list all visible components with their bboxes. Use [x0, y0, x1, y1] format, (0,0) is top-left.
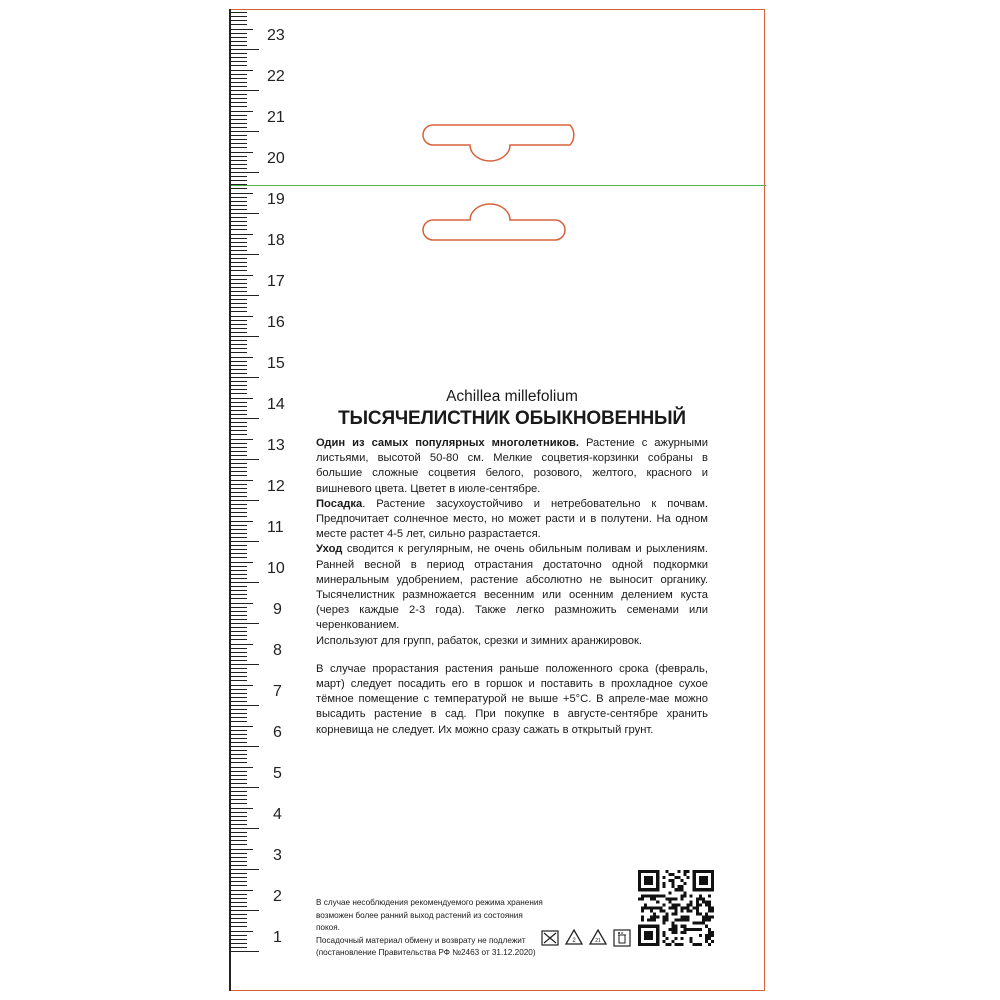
ruler-tick	[231, 922, 247, 923]
ruler-tick	[231, 78, 247, 79]
ruler-tick	[231, 844, 247, 845]
ruler-tick	[231, 156, 247, 157]
ruler-tick	[231, 611, 247, 612]
ruler-number: 20	[267, 150, 285, 167]
ruler-number: 17	[267, 273, 285, 290]
ruler-number: 6	[273, 724, 282, 741]
storage-note	[316, 897, 546, 960]
ruler-tick	[231, 197, 247, 198]
ruler-tick	[231, 172, 259, 173]
ruler-tick	[231, 890, 253, 891]
ruler-tick	[231, 139, 247, 140]
ruler-tick	[231, 340, 247, 341]
ruler-tick	[231, 512, 247, 513]
ruler-tick	[231, 201, 247, 202]
ruler-tick	[231, 914, 247, 915]
ruler-tick	[231, 693, 247, 694]
ruler-tick	[231, 771, 247, 772]
ruler-tick	[231, 672, 247, 673]
early-sprouting-paragraph: В случае прорастания растения раньше положенного срока (февраль, март) следует посадить его в горшок и поставить в прохладное сухое тёмное помещение с температурой не выше +5°С. В апреле-мае можно высадить растение в сад. При покупке в августе-сентябре хранить корневища не следует. Их можно сразу сажать в открытый грунт.	[316, 662, 708, 736]
qr-code-icon	[638, 870, 714, 946]
ruler-tick	[231, 352, 247, 353]
ruler-tick	[231, 885, 247, 886]
care-text: сводится к регулярным, не очень обильным поливам и рыхлениям. Ранней весной в период отрастания достаточно одной подкормки минеральным удобрением, растение абсолютно не выносит органику. Тысячелистник размножается весенним или осенним делением куста (через каждые 2-3 года). Также легко размножить семенами или черенкованием.	[316, 543, 708, 632]
ruler-tick	[231, 898, 247, 899]
planting-bold: Посадка	[316, 497, 363, 510]
ruler-tick	[231, 57, 247, 58]
ruler-tick	[231, 49, 259, 50]
ruler-tick	[231, 767, 253, 768]
ruler-tick	[231, 721, 247, 722]
ruler-tick	[231, 430, 247, 431]
ruler-tick	[231, 115, 247, 116]
svg-text:21: 21	[595, 938, 601, 944]
ruler-tick	[231, 37, 247, 38]
ruler-tick	[231, 266, 247, 267]
ruler-tick	[231, 316, 253, 317]
ruler-tick	[231, 176, 247, 177]
ruler-tick	[231, 926, 247, 927]
ruler-tick	[231, 586, 247, 587]
ruler-tick	[231, 262, 247, 263]
ruler-tick	[231, 668, 247, 669]
ruler-number: 1	[273, 929, 282, 946]
ruler-tick	[231, 471, 247, 472]
ruler-tick	[231, 188, 247, 189]
ruler-tick	[231, 726, 253, 727]
ruler-tick	[231, 906, 247, 907]
ruler-tick	[231, 320, 247, 321]
ruler-tick	[231, 861, 247, 862]
ruler-tick	[231, 246, 247, 247]
ruler-tick	[231, 779, 247, 780]
ruler-tick	[231, 598, 247, 599]
ruler-number: 15	[267, 355, 285, 372]
ruler-tick	[231, 381, 247, 382]
ruler-tick	[231, 935, 247, 936]
ruler-tick	[231, 221, 247, 222]
hang-hole-cutout	[420, 115, 590, 250]
description-block	[316, 388, 708, 738]
ruler-tick	[231, 406, 247, 407]
ruler-tick	[231, 787, 259, 788]
ruler-tick	[231, 119, 247, 120]
ruler-tick	[231, 492, 247, 493]
ruler-tick	[231, 803, 247, 804]
ruler-tick	[231, 467, 247, 468]
ruler-tick	[231, 98, 247, 99]
ruler-number: 14	[267, 396, 285, 413]
ruler-tick	[231, 705, 259, 706]
ruler-tick	[231, 574, 247, 575]
ruler-tick	[231, 299, 247, 300]
ruler-tick	[231, 168, 247, 169]
ruler-tick	[231, 500, 259, 501]
ruler-number: 22	[267, 68, 285, 85]
usage-paragraph: Используют для групп, рабаток, срезки и зимних аранжировок.	[316, 634, 643, 647]
ruler-tick	[231, 463, 247, 464]
ruler-tick	[231, 734, 247, 735]
ruler-tick	[231, 369, 247, 370]
ruler-tick	[231, 41, 247, 42]
ruler-tick	[231, 311, 247, 312]
ruler-tick	[231, 562, 253, 563]
ruler-tick	[231, 660, 247, 661]
ruler-tick	[231, 758, 247, 759]
ruler-tick	[231, 74, 247, 75]
ruler-tick	[231, 832, 247, 833]
ruler-tick	[231, 496, 247, 497]
ruler-tick	[231, 713, 247, 714]
ruler-tick	[231, 414, 247, 415]
ruler-tick	[231, 939, 247, 940]
ruler-tick	[231, 336, 259, 337]
ruler-tick	[231, 418, 259, 419]
ruler-tick	[231, 328, 247, 329]
ruler-tick	[231, 451, 247, 452]
ruler-tick	[231, 123, 247, 124]
ruler-tick	[231, 270, 247, 271]
ruler-tick	[231, 762, 247, 763]
ruler-number: 5	[273, 765, 282, 782]
ruler-tick	[231, 570, 247, 571]
ruler-tick	[231, 443, 247, 444]
ruler-tick	[231, 184, 247, 185]
ruler-tick	[231, 53, 247, 54]
ruler-tick	[231, 508, 247, 509]
ruler-tick	[231, 426, 247, 427]
ruler-tick	[231, 295, 259, 296]
ruler-tick	[231, 250, 247, 251]
ruler-tick	[231, 516, 247, 517]
storage-note-line: В случае несоблюдения рекомендуемого режима хранения	[316, 898, 543, 907]
measuring-ruler	[229, 9, 299, 991]
ruler-tick	[231, 65, 247, 66]
ruler-number: 9	[273, 601, 282, 618]
ruler-tick	[231, 205, 247, 206]
ruler-tick	[231, 676, 247, 677]
ruler-tick	[231, 849, 253, 850]
ruler-tick	[231, 447, 247, 448]
ruler-tick	[231, 480, 253, 481]
ruler-tick	[231, 623, 259, 624]
ruler-tick	[231, 385, 247, 386]
ruler-tick	[231, 234, 253, 235]
ruler-tick	[231, 717, 247, 718]
ruler-number: 13	[267, 437, 285, 454]
ruler-number: 11	[267, 519, 284, 536]
ruler-tick	[231, 566, 247, 567]
ruler-tick	[231, 106, 247, 107]
ruler-tick	[231, 607, 247, 608]
ruler-tick	[231, 504, 247, 505]
ruler-tick	[231, 143, 247, 144]
ruler-number: 18	[267, 232, 285, 249]
ruler-tick	[231, 389, 247, 390]
ruler-tick	[231, 865, 247, 866]
ruler-tick	[231, 799, 247, 800]
ruler-tick	[231, 111, 253, 112]
ruler-tick	[231, 102, 247, 103]
ruler-tick	[231, 303, 247, 304]
ruler-number: 16	[267, 314, 285, 331]
ruler-number: 23	[267, 27, 285, 44]
ruler-tick	[231, 377, 259, 378]
ruler-tick	[231, 644, 253, 645]
ruler-tick	[231, 931, 253, 932]
ruler-tick	[231, 225, 247, 226]
ruler-tick	[231, 455, 247, 456]
ruler-tick	[231, 680, 247, 681]
ruler-tick	[231, 324, 247, 325]
ruler-tick	[231, 373, 247, 374]
ruler-tick	[231, 697, 247, 698]
ruler-tick	[231, 545, 247, 546]
intro-bold: Один из самых популярных многолетников.	[316, 437, 579, 449]
ruler-tick	[231, 279, 247, 280]
ruler-tick	[231, 20, 247, 21]
ruler-tick	[231, 754, 247, 755]
ruler-tick	[231, 541, 259, 542]
ruler-tick	[231, 869, 259, 870]
ruler-tick	[231, 730, 247, 731]
ruler-tick	[231, 746, 259, 747]
ruler-tick	[231, 795, 247, 796]
ruler-tick	[231, 557, 247, 558]
ruler-number: 10	[267, 560, 285, 577]
ruler-tick	[231, 254, 259, 255]
ruler-tick	[231, 287, 247, 288]
planting-text: . Растение засухоустойчиво и нетребовательно к почвам. Предпочитает солнечное место, но может расти и в полутени. На одном месте растет 4-5 лет, сильно разрастается.	[316, 497, 708, 541]
packaging-icons	[540, 928, 632, 948]
storage-note-line: возможен более ранний выход растений из состояния покоя.	[316, 910, 523, 932]
ruler-tick	[231, 127, 247, 128]
ruler-tick	[231, 656, 247, 657]
ruler-tick	[231, 664, 259, 665]
ruler-tick	[231, 242, 247, 243]
ruler-tick	[231, 603, 253, 604]
recycle-pap-icon	[588, 928, 608, 948]
ruler-tick	[231, 82, 247, 83]
ruler-tick	[231, 258, 247, 259]
ruler-tick	[231, 627, 247, 628]
recycle-hdpe-icon	[564, 928, 584, 948]
ruler-tick	[231, 357, 253, 358]
ruler-number: 21	[267, 109, 285, 126]
ruler-tick	[231, 16, 247, 17]
ruler-tick	[231, 164, 247, 165]
ruler-tick	[231, 33, 247, 34]
ruler-tick	[231, 29, 253, 30]
ruler-number: 2	[273, 888, 282, 905]
ruler-tick	[231, 275, 253, 276]
ruler-tick	[231, 344, 247, 345]
ruler-tick	[231, 521, 253, 522]
ruler-tick	[231, 229, 247, 230]
ruler-tick	[231, 307, 247, 308]
ruler-tick	[231, 775, 247, 776]
ruler-tick	[231, 947, 247, 948]
ruler-tick	[231, 283, 247, 284]
ruler-tick	[231, 918, 247, 919]
ruler-tick	[231, 238, 247, 239]
ruler-tick	[231, 742, 247, 743]
ruler-tick	[231, 12, 247, 13]
ruler-tick	[231, 90, 259, 91]
ruler-tick	[231, 180, 247, 181]
ruler-tick	[231, 877, 247, 878]
trash-bin-icon	[612, 928, 632, 948]
ruler-number: 12	[267, 478, 285, 495]
ruler-tick	[231, 685, 253, 686]
ruler-tick	[231, 217, 247, 218]
intro-paragraph	[316, 436, 708, 497]
ruler-tick	[231, 828, 259, 829]
ruler-tick	[231, 553, 247, 554]
care-paragraph	[316, 542, 708, 633]
product-title: ТЫСЯЧЕЛИСТНИК ОБЫКНОВЕННЫЙ	[338, 408, 686, 429]
ruler-tick	[231, 812, 247, 813]
ruler-tick	[231, 943, 247, 944]
ruler-tick	[231, 135, 247, 136]
planting-paragraph	[316, 497, 708, 543]
ruler-tick	[231, 70, 253, 71]
ruler-number: 4	[273, 806, 282, 823]
ruler-tick	[231, 439, 253, 440]
ruler-tick	[231, 402, 247, 403]
care-bold: Уход	[316, 543, 343, 556]
ruler-tick	[231, 332, 247, 333]
ruler-tick	[231, 393, 247, 394]
storage-note-line: Посадочный материал обмену и возврату не подлежит	[316, 935, 526, 945]
storage-note-line: (постановление Правительства РФ №2463 от 31.12.2020)	[316, 948, 536, 957]
ruler-tick	[231, 590, 247, 591]
ruler-tick	[231, 857, 247, 858]
ruler-tick	[231, 894, 247, 895]
ruler-tick	[231, 951, 259, 952]
ruler-tick	[231, 434, 247, 435]
ruler-tick	[231, 533, 247, 534]
ruler-tick	[231, 578, 247, 579]
ruler-tick	[231, 365, 247, 366]
ruler-tick	[231, 701, 247, 702]
ruler-tick	[231, 816, 247, 817]
intro-text: Растение с ажурными листьями, высотой 50-80 см. Мелкие соцветия-корзинки собраны в большие сложные соцветия белого, розового, желтого, красного и вишневого цвета. Цветет в июле-сентябре.	[316, 437, 708, 495]
ruler-tick	[231, 652, 247, 653]
ruler-tick	[231, 791, 247, 792]
svg-text:2: 2	[572, 938, 576, 944]
ruler-tick	[231, 582, 259, 583]
ruler-tick	[231, 475, 247, 476]
ruler-tick	[231, 537, 247, 538]
ruler-tick	[231, 193, 253, 194]
ruler-tick	[231, 910, 259, 911]
ruler-tick	[231, 488, 247, 489]
ruler-tick	[231, 631, 247, 632]
ruler-number: 8	[273, 642, 282, 659]
ruler-tick	[231, 881, 247, 882]
ruler-tick	[231, 410, 247, 411]
ruler-tick	[231, 459, 259, 460]
ruler-tick	[231, 45, 247, 46]
ruler-number: 7	[273, 683, 282, 700]
ruler-number: 19	[267, 191, 285, 208]
ruler-tick	[231, 648, 247, 649]
ruler-tick	[231, 808, 253, 809]
ruler-tick	[231, 525, 247, 526]
ruler-tick	[231, 361, 247, 362]
ruler-tick	[231, 635, 247, 636]
ruler-tick	[231, 147, 247, 148]
ruler-tick	[231, 902, 247, 903]
ruler-tick	[231, 853, 247, 854]
ruler-tick	[231, 820, 247, 821]
ruler-number: 3	[273, 847, 282, 864]
ruler-tick	[231, 689, 247, 690]
ruler-tick	[231, 422, 247, 423]
ruler-tick	[231, 750, 247, 751]
ruler-tick	[231, 152, 253, 153]
ruler-tick	[231, 639, 247, 640]
ruler-tick	[231, 738, 247, 739]
ruler-tick	[231, 291, 247, 292]
ruler-tick	[231, 840, 247, 841]
ruler-tick	[231, 615, 247, 616]
ruler-tick	[231, 529, 247, 530]
ruler-tick	[231, 94, 247, 95]
ruler-tick	[231, 160, 247, 161]
ruler-tick	[231, 873, 247, 874]
ruler-tick	[231, 398, 253, 399]
ruler-tick	[231, 213, 259, 214]
ruler-tick	[231, 783, 247, 784]
ruler-tick	[231, 549, 247, 550]
ruler-tick	[231, 131, 259, 132]
no-fold-icon	[540, 928, 560, 948]
ruler-tick	[231, 86, 247, 87]
ruler-tick	[231, 709, 247, 710]
ruler-tick	[231, 484, 247, 485]
ruler-tick	[231, 824, 247, 825]
ruler-tick	[231, 348, 247, 349]
ruler-tick	[231, 594, 247, 595]
ruler-tick	[231, 836, 247, 837]
ruler-tick	[231, 209, 247, 210]
latin-name: Achillea millefolium	[446, 388, 578, 405]
ruler-tick	[231, 61, 247, 62]
ruler-tick	[231, 619, 247, 620]
ruler-tick	[231, 24, 247, 25]
